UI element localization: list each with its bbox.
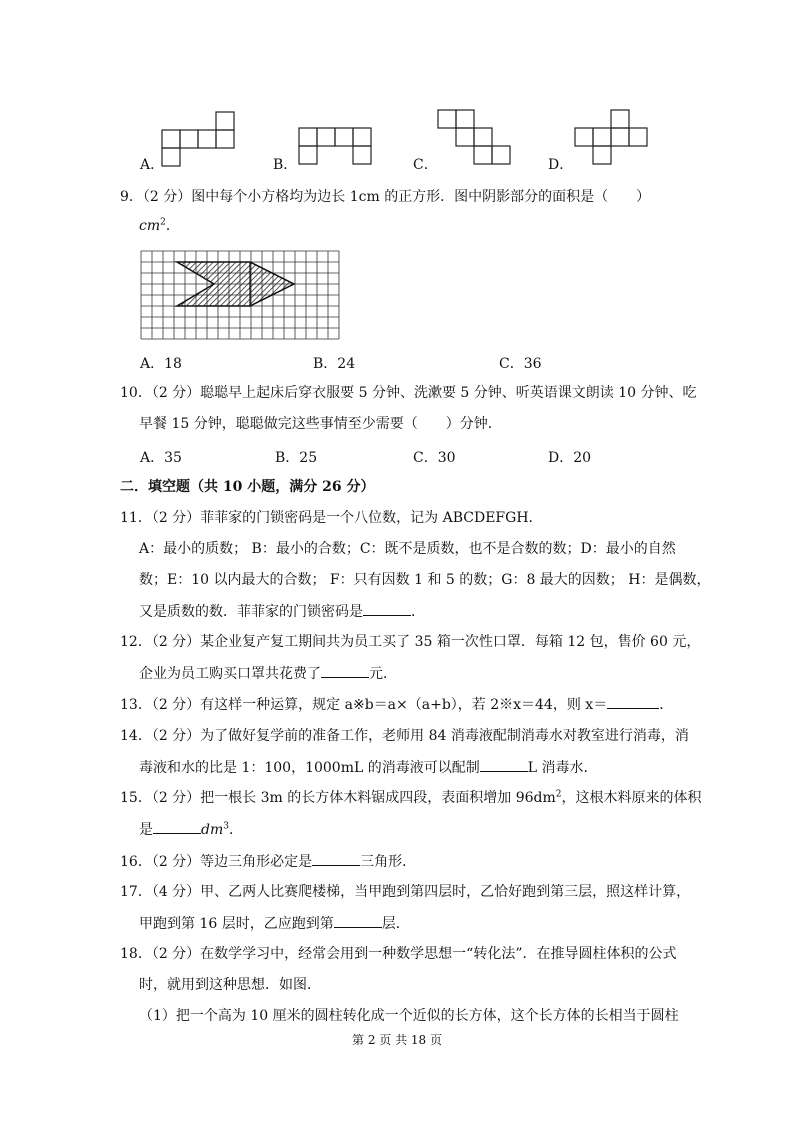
q8-option-a: A． bbox=[140, 157, 165, 173]
q10-option-b: B．25 bbox=[275, 450, 318, 466]
q9-option-b: B．24 bbox=[313, 356, 356, 372]
q10-text-2: 早餐 15 分钟，聪聪做完这些事情至少需要（ ）分钟． bbox=[139, 416, 502, 432]
q17-text-1: 17．（4 分）甲、乙两人比赛爬楼梯，当甲跑到第四层时，乙恰好跑到第三层，照这样计算， bbox=[120, 884, 691, 900]
q15-text-2: 是 $dm^3$． bbox=[139, 819, 243, 840]
q18-text-3: （1）把一个高为 10 厘米的圆柱转化成一个近似的长方体，这个长方体的长相当于圆柱 bbox=[139, 1008, 679, 1024]
q14-text-2: 毒液和水的比是 1：100，1000mL 的消毒液可以配制 L 消毒水． bbox=[139, 757, 597, 778]
q11-text-4: 又是质数的数．菲菲家的门锁密码是 ． bbox=[139, 601, 425, 622]
q9-unit: $cm^2$． bbox=[139, 217, 180, 234]
q9-grid-figure bbox=[140, 250, 342, 340]
q14-text-1: 14．（2 分）为了做好复学前的准备工作，老师用 84 消毒液配制消毒水对教室进行消毒，消 bbox=[120, 728, 689, 744]
q12-text-2: 企业为员工购买口罩共花费了 元． bbox=[139, 663, 397, 684]
q11-text-3: 数；E：10 以内最大的合数； F：只有因数 1 和 5 的数；G：8 最大的因数； H：是偶数， bbox=[139, 572, 711, 588]
q8-option-d: D． bbox=[548, 157, 574, 173]
q10-option-a: A．35 bbox=[140, 450, 182, 466]
q8-option-b: B． bbox=[273, 157, 298, 173]
q15-answer-blank[interactable] bbox=[153, 819, 201, 834]
q10-option-c: C．30 bbox=[413, 450, 456, 466]
q12-answer-blank[interactable] bbox=[321, 663, 369, 678]
q18-text-1: 18．（2 分）在数学学习中，经常会用到一种数学思想一“转化法”．在推导圆柱体积的公式 bbox=[120, 946, 677, 962]
q8-option-c: C． bbox=[413, 157, 438, 173]
q16-answer-blank[interactable] bbox=[312, 851, 360, 866]
q13-text: 13．（2 分）有这样一种运算，规定 a※b＝a×（a+b），若 2※x＝44，则 x＝ ． bbox=[120, 694, 673, 715]
q17-answer-blank[interactable] bbox=[334, 913, 382, 928]
q16-text: 16．（2 分）等边三角形必定是 三角形． bbox=[120, 851, 416, 872]
q8-option-d-figure bbox=[573, 108, 659, 170]
q9-option-a: A．18 bbox=[140, 356, 182, 372]
q14-answer-blank[interactable] bbox=[480, 757, 528, 772]
q15-text-1: 15．（2 分）把一根长 3m 的长方体木料锯成四段，表面积增加 $96dm^2$，这根木料原来的体积 bbox=[120, 789, 702, 806]
q11-text-1: 11．（2 分）菲菲家的门锁密码是一个八位数，记为 ABCDEFGH． bbox=[120, 510, 543, 526]
q17-text-2: 甲跑到第 16 层时，乙应跑到第 层． bbox=[139, 913, 410, 934]
q12-text-1: 12．（2 分）某企业复产复工期间共为员工买了 35 箱一次性口罩．每箱 12 包，售价 60 元， bbox=[120, 634, 701, 650]
section-title: 二．填空题（共 10 小题，满分 26 分） bbox=[120, 479, 375, 495]
q13-answer-blank[interactable] bbox=[607, 694, 659, 709]
q11-text-2: A：最小的质数； B：最小的合数；C：既不是质数，也不是合数的数；D：最小的自然 bbox=[139, 541, 676, 557]
q8-option-c-figure bbox=[436, 108, 516, 170]
q18-text-2: 时，就用到这种思想．如图． bbox=[139, 977, 321, 993]
q8-option-a-figure bbox=[160, 110, 240, 170]
page-footer: 第 2 页 共 18 页 bbox=[352, 1033, 442, 1047]
q9-text: 9．（2 分）图中每个小方格均为边长 1cm 的正方形．图中阴影部分的面积是（ ） bbox=[120, 189, 651, 205]
q10-option-d: D．20 bbox=[548, 450, 592, 466]
q8-option-b-figure bbox=[297, 126, 387, 168]
q11-answer-blank[interactable] bbox=[363, 601, 411, 616]
q9-option-c: C．36 bbox=[499, 356, 542, 372]
q10-text-1: 10．（2 分）聪聪早上起床后穿衣服要 5 分钟、洗漱要 5 分钟、听英语课文朗读 10 分钟、吃 bbox=[120, 385, 697, 401]
